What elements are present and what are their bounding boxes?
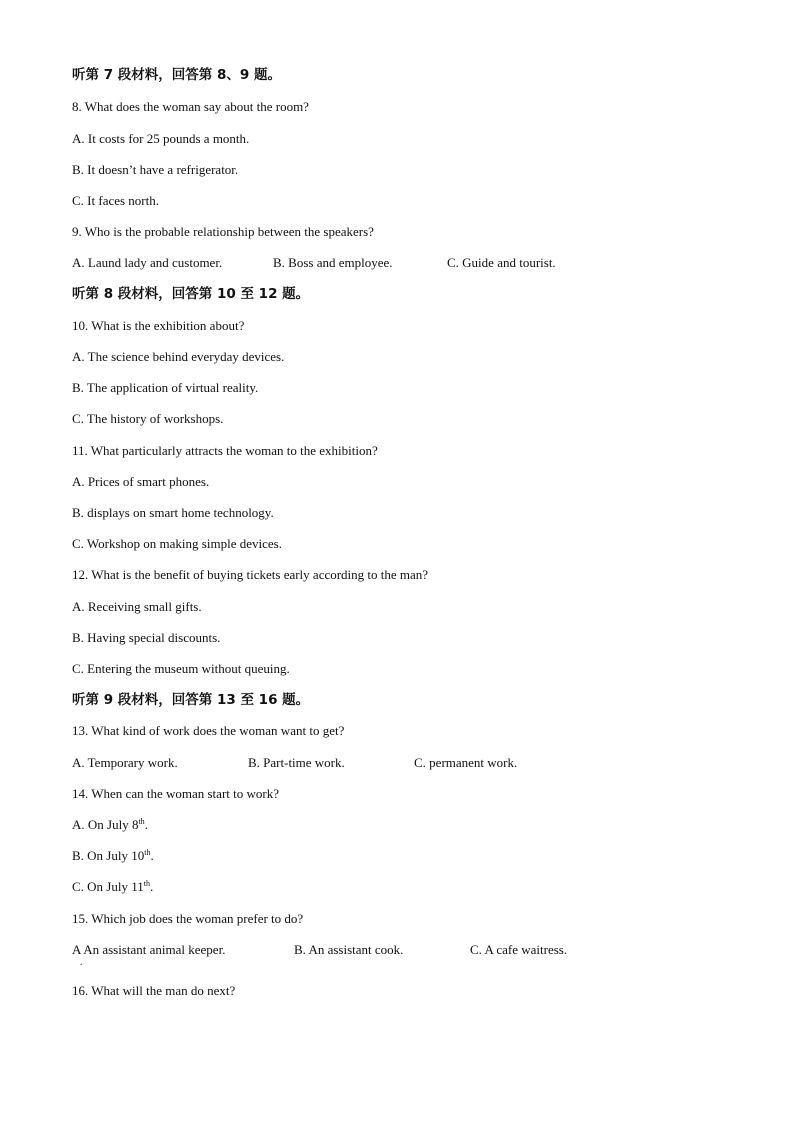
q14-option-c [72,879,153,895]
question-11-stem: 11. What particularly attracts the woman to the exhibition? [72,443,378,458]
terminal-period: . [150,848,154,863]
section-heading: 听第 7 段材料，回答第 8、9 题。 [72,67,281,83]
q11-option-b: B. displays on smart home technology. [72,505,274,520]
q12-option-b: B. Having special discounts. [72,630,221,645]
q9-option-b: B. Boss and employee. [273,255,393,270]
ordinal-suffix: th [138,817,145,826]
q12-option-c: C. Entering the museum without queuing. [72,661,290,676]
ordinal-suffix: th [143,879,150,888]
question-12-stem: 12. What is the benefit of buying tickets early according to the man? [72,567,429,582]
section-heading: 听第 8 段材料，回答第 10 至 12 题。 [72,286,310,302]
section-heading: 听第 9 段材料，回答第 13 至 16 题。 [72,692,310,708]
q8-option-a: A. It costs for 25 pounds a month. [72,131,250,146]
q9-option-a: A. Laund lady and customer. [72,255,223,270]
q11-option-c: C. Workshop on making simple devices. [72,536,282,551]
q14-option-b-text: B. On July 10 [72,848,145,863]
q12-option-a: A. Receiving small gifts. [72,599,202,614]
q14-option-a-text: A. On July 8 [72,817,139,832]
question-9-stem: 9. Who is the probable relationship between the speakers? [72,224,374,239]
q14-option-c-text: C. On July 11 [72,879,144,894]
question-13-stem: 13. What kind of work does the woman want to get? [72,723,345,738]
question-14-stem: 14. When can the woman start to work? [72,786,279,801]
q8-option-c: C. It faces north. [72,193,160,208]
terminal-period: . [144,817,148,832]
terminal-period: . [149,879,154,894]
stray-period-mark: . [80,957,83,968]
q13-option-b: B. Part-time work. [248,755,345,770]
ordinal-suffix: th [144,848,151,857]
q15-option-c: C. A cafe waitress. [470,942,568,957]
q14-option-b [72,848,154,864]
q9-option-c: C. Guide and tourist. [447,255,556,270]
q13-option-a: A. Temporary work. [72,755,178,770]
question-15-stem: 15. Which job does the woman prefer to do? [72,911,304,926]
q10-option-b: B. The application of virtual reality. [72,380,259,395]
q10-option-a: A. The science behind everyday devices. [72,349,285,364]
q8-option-b: B. It doesn’t have a refrigerator. [72,162,239,177]
q15-option-b: B. An assistant cook. [294,942,404,957]
question-10-stem: 10. What is the exhibition about? [72,318,245,333]
q15-option-a: A An assistant animal keeper. [72,942,226,957]
q13-option-c: C. permanent work. [414,755,518,770]
q10-option-c: C. The history of workshops. [72,411,224,426]
question-8-stem: 8. What does the woman say about the room? [72,99,309,114]
q14-option-a [72,817,148,833]
question-16-stem: 16. What will the man do next? [72,983,236,998]
q11-option-a: A. Prices of smart phones. [72,474,210,489]
